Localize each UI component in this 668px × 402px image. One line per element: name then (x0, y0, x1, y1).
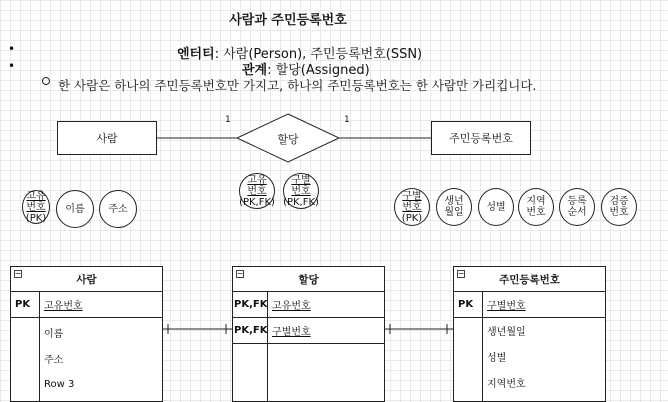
bullet-text: : 할당(Assigned) (267, 63, 370, 78)
table-row-pk[interactable] (233, 317, 384, 343)
attr-ssn-order[interactable] (559, 188, 595, 226)
attr-line: (PK) (25, 212, 47, 224)
table-row-pk[interactable] (233, 291, 384, 317)
attr-line: 성별 (486, 201, 506, 213)
bullet-label: 엔터티 (177, 47, 215, 62)
bullet-text: : 사람(Person), 주민등록번호(SSN) (214, 47, 423, 62)
attr-line: (PK,FK) (283, 196, 319, 208)
attr-line: 번호 (526, 207, 546, 218)
attr-ssn-check[interactable] (601, 188, 637, 226)
collapse-icon[interactable]: − (236, 269, 244, 278)
collapse-icon[interactable]: − (457, 269, 465, 278)
table-title: 할당 (298, 273, 319, 286)
table-person[interactable] (10, 266, 163, 402)
key-label: PK (15, 298, 31, 310)
attr-line: 등록 (567, 196, 587, 207)
key-label: PK,FK (234, 298, 268, 310)
relationship-label: 할당 (277, 133, 299, 146)
attr-line: 번호 (26, 201, 46, 213)
key-label: PK,FK (234, 324, 268, 336)
attr-line: 번호 (609, 207, 629, 218)
field-name: 생년월일 (487, 326, 526, 338)
table-row[interactable] (11, 371, 162, 397)
attr-line: 지역 (526, 196, 546, 207)
key-label: PK (458, 298, 474, 310)
table-row-pk[interactable] (454, 291, 605, 317)
table-title: 주민등록번호 (499, 273, 560, 286)
attr-line: 고유 (26, 190, 46, 202)
table-header (454, 267, 605, 292)
table-row[interactable] (11, 345, 162, 371)
cardinality-right: 1 (344, 115, 350, 125)
attr-line: 구별 (402, 190, 422, 202)
table-row[interactable] (11, 319, 162, 345)
attr-line: 검증 (609, 196, 629, 207)
attr-rel-ssn-id[interactable] (283, 173, 319, 209)
subbullet-text: 한 사람은 하나의 주민등록번호만 가지고, 하나의 주민등록번호는 한 사람만 가리킵니다. (58, 78, 537, 93)
page-title: 사람과 주민등록번호 (229, 13, 347, 28)
field-name: 구별번호 (487, 300, 526, 312)
field-name: 구별번호 (272, 326, 311, 338)
attr-line: 생년 (444, 196, 464, 207)
attr-line: 이름 (65, 203, 85, 215)
field-name: 고유번호 (272, 300, 311, 312)
attr-ssn-gender[interactable] (478, 188, 514, 226)
field-name: 지역번호 (487, 378, 526, 390)
table-ssn[interactable] (453, 266, 606, 402)
field-name: 주소 (44, 354, 64, 366)
attr-line: 주소 (108, 203, 128, 215)
attr-line: (PK) (401, 212, 423, 224)
attr-rel-person-id[interactable] (239, 173, 275, 209)
attr-line: 고유 (247, 174, 267, 186)
entity-ssn[interactable]: 주민등록번호 (431, 121, 531, 155)
table-row[interactable] (454, 317, 605, 343)
attr-person-address[interactable] (99, 190, 137, 228)
table-header (11, 267, 162, 292)
bullet-marker: • (8, 42, 16, 56)
attr-ssn-region[interactable] (518, 188, 554, 226)
table-assigned[interactable] (232, 266, 385, 402)
pk-divider (233, 343, 384, 344)
attr-line: 번호 (291, 185, 311, 197)
cardinality-left: 1 (225, 115, 231, 125)
attr-ssn-birthdate[interactable] (436, 188, 472, 226)
table-row-pk[interactable] (11, 291, 162, 317)
bullet-marker: • (8, 59, 16, 73)
attr-line: 번호 (247, 185, 267, 197)
table-header (233, 267, 384, 292)
attr-line: (PK,FK) (239, 196, 275, 208)
bullet-label: 관계 (242, 63, 268, 78)
table-row[interactable] (454, 369, 605, 395)
field-name: 성별 (487, 352, 507, 364)
table-row[interactable] (454, 343, 605, 369)
field-name: 이름 (44, 328, 64, 340)
collapse-icon[interactable]: − (14, 269, 22, 278)
attr-line: 순서 (567, 207, 587, 218)
pk-divider (11, 317, 162, 318)
field-name: 고유번호 (44, 300, 83, 312)
table-title: 사람 (76, 273, 97, 286)
attr-ssn-id[interactable] (394, 188, 430, 226)
entity-person[interactable]: 사람 (57, 121, 157, 155)
attr-person-name[interactable] (56, 190, 94, 228)
attr-person-id[interactable] (22, 190, 50, 224)
attr-line: 번호 (402, 201, 422, 213)
attr-line: 월일 (444, 207, 464, 218)
field-name: Row 3 (44, 378, 75, 390)
attr-line: 구별 (291, 174, 311, 186)
